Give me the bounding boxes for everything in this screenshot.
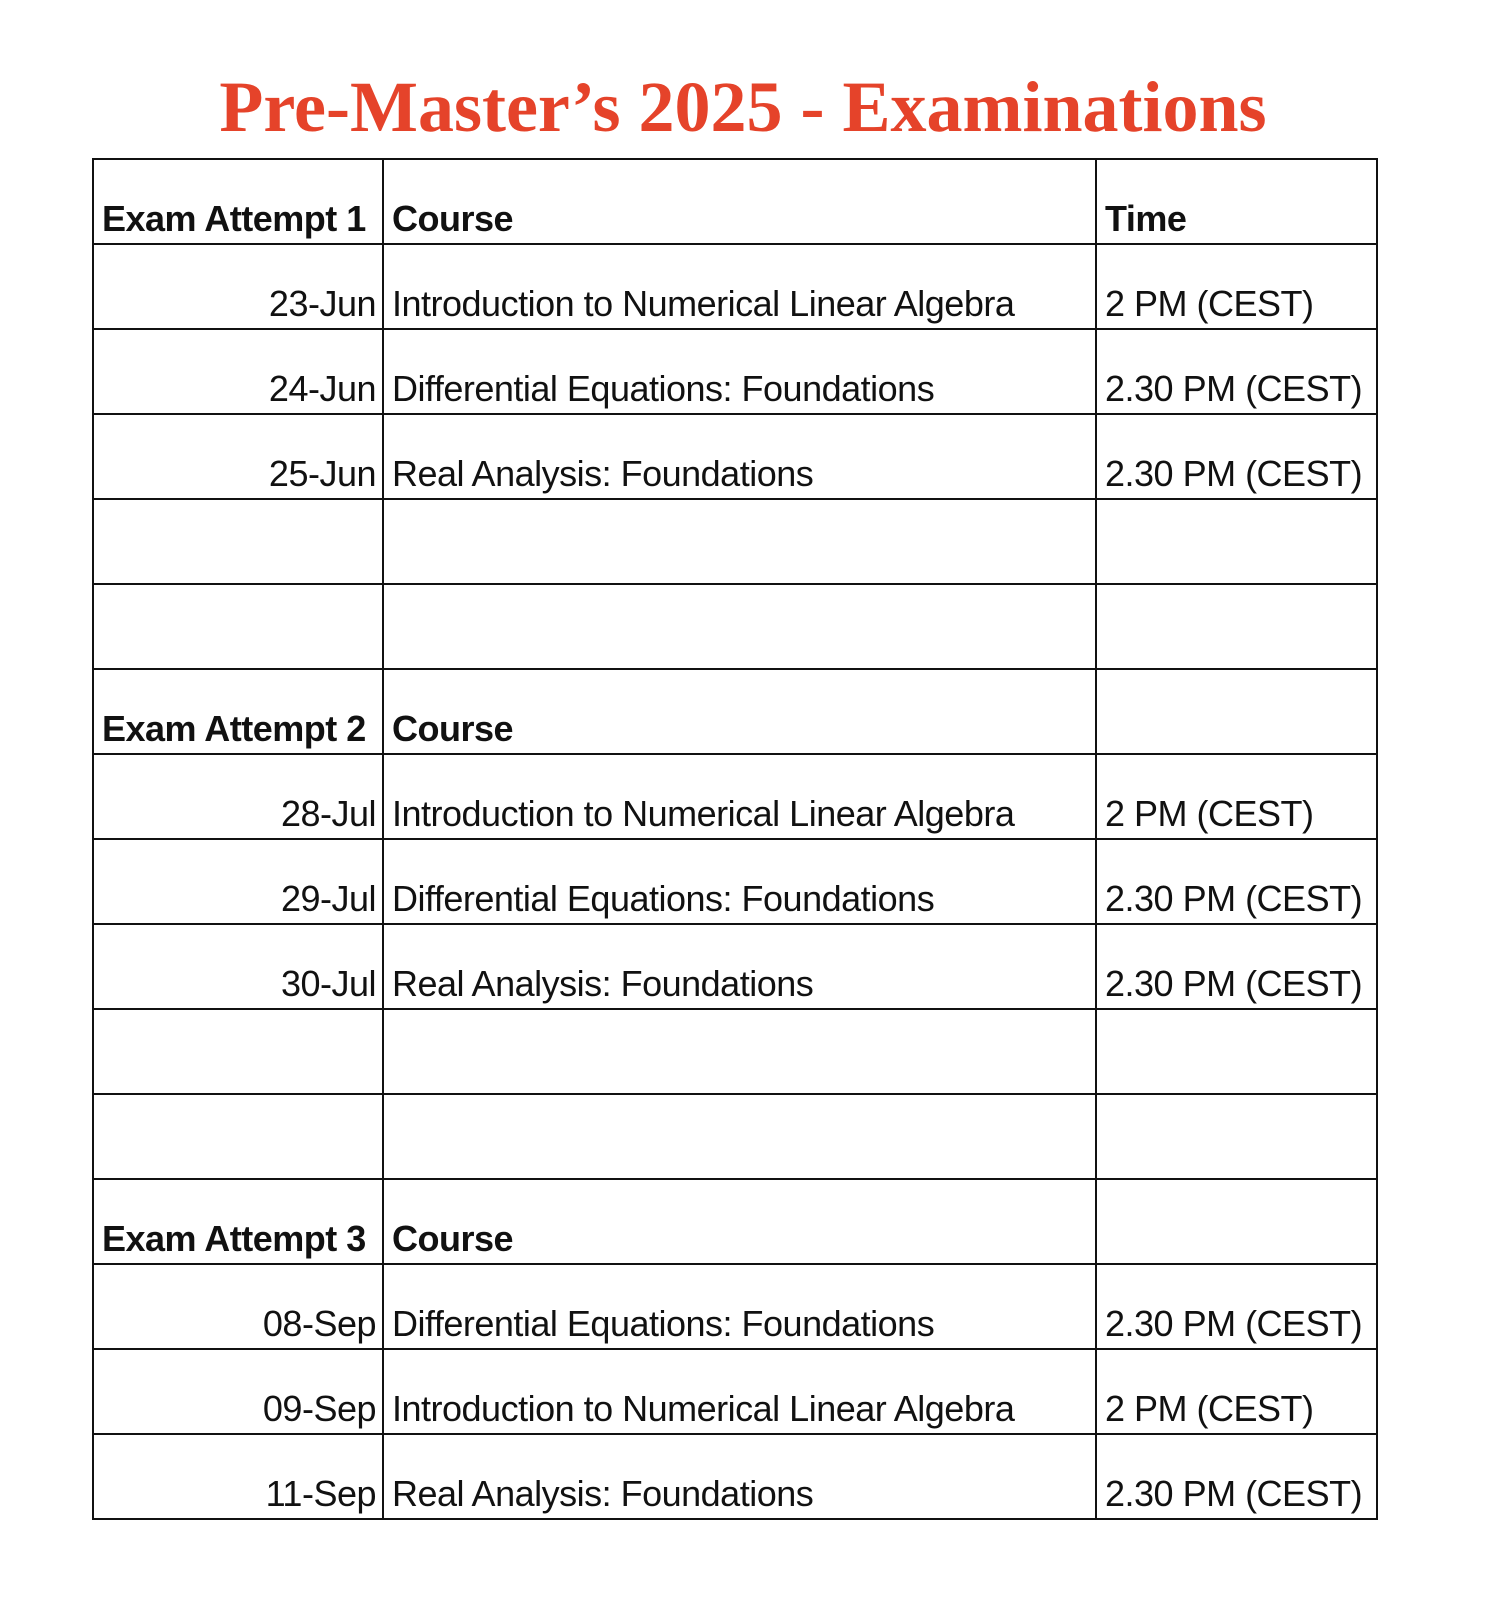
- empty-cell: [1096, 499, 1377, 584]
- exam-attempt-header: Exam Attempt 2: [93, 669, 383, 754]
- empty-cell: [383, 1009, 1096, 1094]
- table-row: [93, 329, 1377, 414]
- course-cell: Differential Equations: Foundations: [383, 329, 1096, 414]
- course-header: Course: [383, 159, 1096, 244]
- table-header-row: [93, 669, 1377, 754]
- exam-date-cell: 29-Jul: [93, 839, 383, 924]
- time-cell: 2.30 PM (CEST): [1096, 924, 1377, 1009]
- time-cell: 2 PM (CEST): [1096, 1349, 1377, 1434]
- exam-date-cell: 24-Jun: [93, 329, 383, 414]
- course-cell: Introduction to Numerical Linear Algebra: [383, 754, 1096, 839]
- course-header: Course: [383, 1179, 1096, 1264]
- time-header: Time: [1096, 159, 1377, 244]
- exam-date-cell: 28-Jul: [93, 754, 383, 839]
- table-row: [93, 839, 1377, 924]
- course-cell: Real Analysis: Foundations: [383, 1434, 1096, 1519]
- exam-schedule-table: [92, 158, 1378, 1520]
- empty-cell: [93, 1094, 383, 1179]
- course-cell: Real Analysis: Foundations: [383, 414, 1096, 499]
- table-header-row: [93, 159, 1377, 244]
- exam-attempt-header: Exam Attempt 1: [93, 159, 383, 244]
- exam-date-cell: 23-Jun: [93, 244, 383, 329]
- empty-row: [93, 1009, 1377, 1094]
- table-row: [93, 1434, 1377, 1519]
- empty-cell: [93, 499, 383, 584]
- table-row: [93, 414, 1377, 499]
- page-title: Pre-Master’s 2025 - Examinations: [219, 67, 1267, 147]
- time-cell: 2.30 PM (CEST): [1096, 1434, 1377, 1519]
- time-cell: 2.30 PM (CEST): [1096, 839, 1377, 924]
- empty-row: [93, 584, 1377, 669]
- table-row: [93, 754, 1377, 839]
- empty-cell: [93, 1009, 383, 1094]
- empty-cell: [383, 1094, 1096, 1179]
- empty-row: [93, 1094, 1377, 1179]
- time-header: [1096, 669, 1377, 754]
- empty-cell: [1096, 584, 1377, 669]
- course-cell: Differential Equations: Foundations: [383, 839, 1096, 924]
- table-row: [93, 244, 1377, 329]
- time-cell: 2 PM (CEST): [1096, 754, 1377, 839]
- table-row: [93, 924, 1377, 1009]
- course-cell: Differential Equations: Foundations: [383, 1264, 1096, 1349]
- exam-date-cell: 11-Sep: [93, 1434, 383, 1519]
- time-cell: 2.30 PM (CEST): [1096, 1264, 1377, 1349]
- table-row: [93, 1349, 1377, 1434]
- empty-cell: [383, 584, 1096, 669]
- time-cell: 2.30 PM (CEST): [1096, 329, 1377, 414]
- course-header: Course: [383, 669, 1096, 754]
- exam-date-cell: 25-Jun: [93, 414, 383, 499]
- empty-cell: [383, 499, 1096, 584]
- empty-cell: [1096, 1009, 1377, 1094]
- course-cell: Introduction to Numerical Linear Algebra: [383, 244, 1096, 329]
- empty-cell: [1096, 1094, 1377, 1179]
- time-cell: 2 PM (CEST): [1096, 244, 1377, 329]
- exam-date-cell: 30-Jul: [93, 924, 383, 1009]
- exam-date-cell: 09-Sep: [93, 1349, 383, 1434]
- empty-cell: [93, 584, 383, 669]
- course-cell: Real Analysis: Foundations: [383, 924, 1096, 1009]
- time-cell: 2.30 PM (CEST): [1096, 414, 1377, 499]
- table-header-row: [93, 1179, 1377, 1264]
- exam-attempt-header: Exam Attempt 3: [93, 1179, 383, 1264]
- exam-date-cell: 08-Sep: [93, 1264, 383, 1349]
- exam-schedule-body: [93, 159, 1377, 1519]
- empty-row: [93, 499, 1377, 584]
- time-header: [1096, 1179, 1377, 1264]
- course-cell: Introduction to Numerical Linear Algebra: [383, 1349, 1096, 1434]
- table-row: [93, 1264, 1377, 1349]
